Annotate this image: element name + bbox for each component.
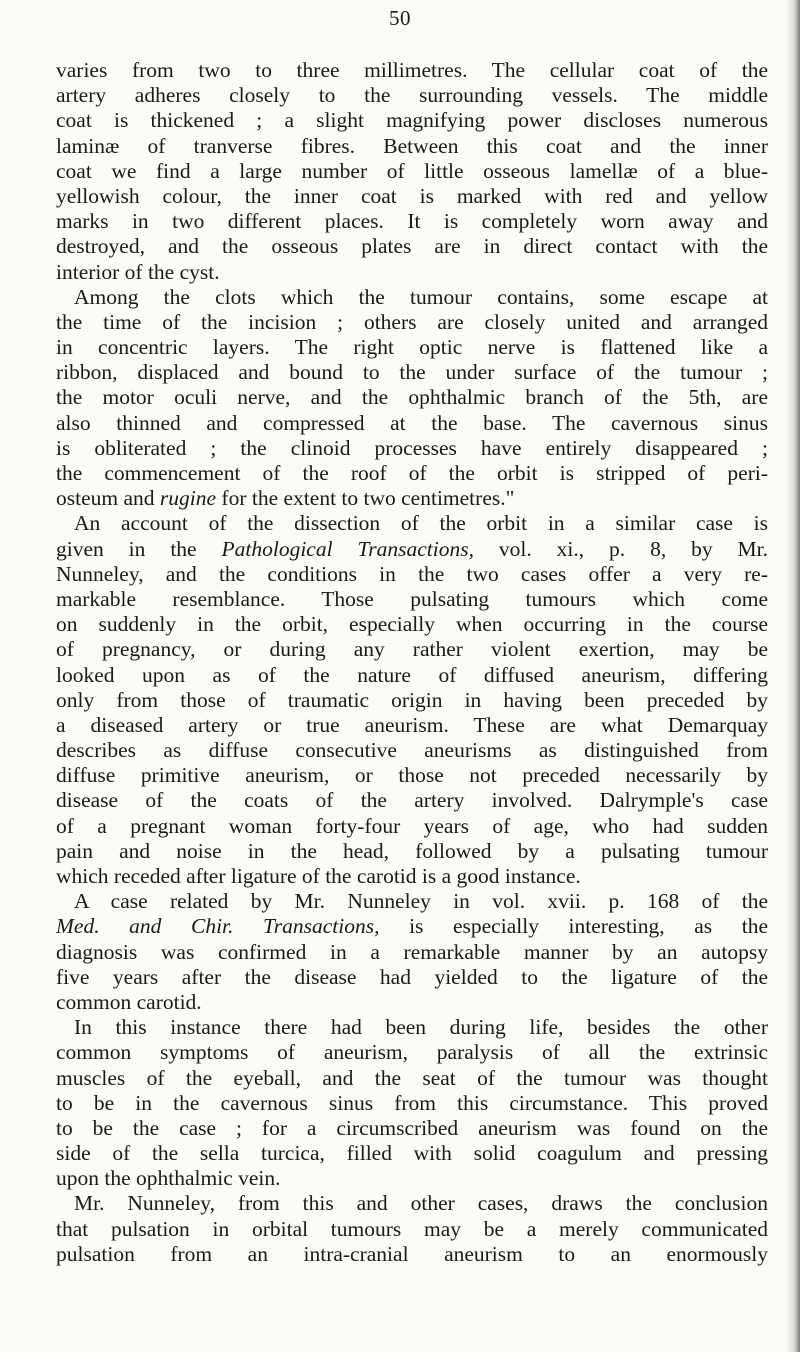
text-line: a diseased artery or true aneurism. These are what Demarquay	[56, 712, 768, 737]
body-text	[56, 58, 768, 1267]
text-line: common carotid.	[56, 989, 202, 1014]
text-line: disease of the coats of the artery involved. Dalrymple's case	[56, 788, 768, 813]
text-line: of pregnancy, or during any rather violent exertion, may be	[56, 637, 768, 662]
text-line: pain and noise in the head, followed by a pulsating tumour	[56, 838, 768, 863]
text-line: A case related by Mr. Nunneley in vol. xvii. p. 168 of the	[74, 889, 768, 914]
text-line: yellowish colour, the inner coat is marked with red and yellow	[56, 183, 768, 208]
text-line: in concentric layers. The right optic nerve is flattened like a	[56, 335, 768, 360]
italic-text: rugine	[159, 486, 217, 511]
text-line: which receded after ligature of the carotid is a good instance.	[56, 864, 581, 888]
text-line: ribbon, displaced and bound to the under surface of the tumour ;	[56, 360, 768, 385]
text-line: diffuse primitive aneurism, or those not preceded necessarily by	[56, 763, 768, 788]
text-line: varies from two to three millimetres. The cellular coat of the	[56, 58, 768, 82]
text-line: laminæ of tranverse fibres. Between this coat and the inner	[56, 133, 768, 158]
text-line: Med. and Chir. Transactions, is especially interesting, as the	[56, 914, 768, 939]
text-line: the time of the incision ; others are closely united and arranged	[56, 309, 768, 334]
text-line: An account of the dissection of the orbit in a similar case is	[74, 511, 768, 536]
text-line: marks in two different places. It is completely worn away and	[56, 209, 768, 234]
text-line: coat we find a large number of little osseous lamellæ of a blue-	[56, 158, 768, 183]
text-line: Mr. Nunneley, from this and other cases, draws the conclusion	[74, 1191, 768, 1216]
text-line: interior of the cyst.	[56, 259, 220, 284]
text-line: to be the case ; for a circumscribed aneurism was found on the	[56, 1115, 768, 1140]
text-line: In this instance there had been during life, besides the other	[74, 1015, 768, 1040]
text-line: given in the Pathological Transactions, vol. xi., p. 8, by Mr.	[56, 536, 768, 561]
text-line: Among the clots which the tumour contains, some escape at	[74, 284, 768, 309]
text-line: Nunneley, and the conditions in the two cases offer a very re-	[56, 561, 768, 586]
text-line: muscles of the eyeball, and the seat of the tumour was thought	[56, 1065, 768, 1090]
text-line: only from those of traumatic origin in having been preceded by	[56, 687, 768, 712]
text-line: coat is thickened ; a slight magnifying power discloses numerous	[56, 108, 768, 133]
text-line: that pulsation in orbital tumours may be a merely communicated	[56, 1216, 768, 1241]
text-line: markable resemblance. Those pulsating tumours which come	[56, 586, 768, 611]
text-line: side of the sella turcica, filled with solid coagulum and pressing	[56, 1141, 768, 1166]
text-line: on suddenly in the orbit, especially when occurring in the course	[56, 612, 768, 637]
text-line: artery adheres closely to the surrounding vessels. The middle	[56, 83, 768, 108]
page-edge-shadow	[786, 0, 800, 1352]
text-line: pulsation from an intra-cranial aneurism to an enormously	[56, 1241, 768, 1266]
text-line: is obliterated ; the clinoid processes have entirely disappeared ;	[56, 435, 768, 460]
text-line: of a pregnant woman forty-four years of age, who had sudden	[56, 813, 768, 838]
text-line: osteum and rugine for the extent to two centimetres."	[56, 486, 515, 511]
text-line: the motor oculi nerve, and the ophthalmic branch of the 5th, are	[56, 385, 768, 410]
text-line: destroyed, and the osseous plates are in direct contact with the	[56, 234, 768, 259]
text-line: also thinned and compressed at the base. The cavernous sinus	[56, 410, 768, 435]
text-line: common symptoms of aneurism, paralysis of all the extrinsic	[56, 1040, 768, 1065]
text-line: five years after the disease had yielded to the ligature of the	[56, 964, 768, 989]
text-line: the commencement of the roof of the orbit is stripped of peri-	[56, 461, 768, 485]
text-line: to be in the cavernous sinus from this circumstance. This proved	[56, 1090, 768, 1115]
text-line: upon the ophthalmic vein.	[56, 1166, 281, 1191]
page-number: 50	[389, 6, 411, 30]
italic-text: Med. and Chir. Transactions,	[56, 914, 380, 939]
text-line: diagnosis was confirmed in a remarkable manner by an autopsy	[56, 939, 768, 964]
text-line: describes as diffuse consecutive aneurisms as distinguished from	[56, 738, 768, 763]
italic-text: Pathological Transactions,	[221, 536, 474, 561]
text-line: looked upon as of the nature of diffused aneurism, differing	[56, 662, 768, 687]
